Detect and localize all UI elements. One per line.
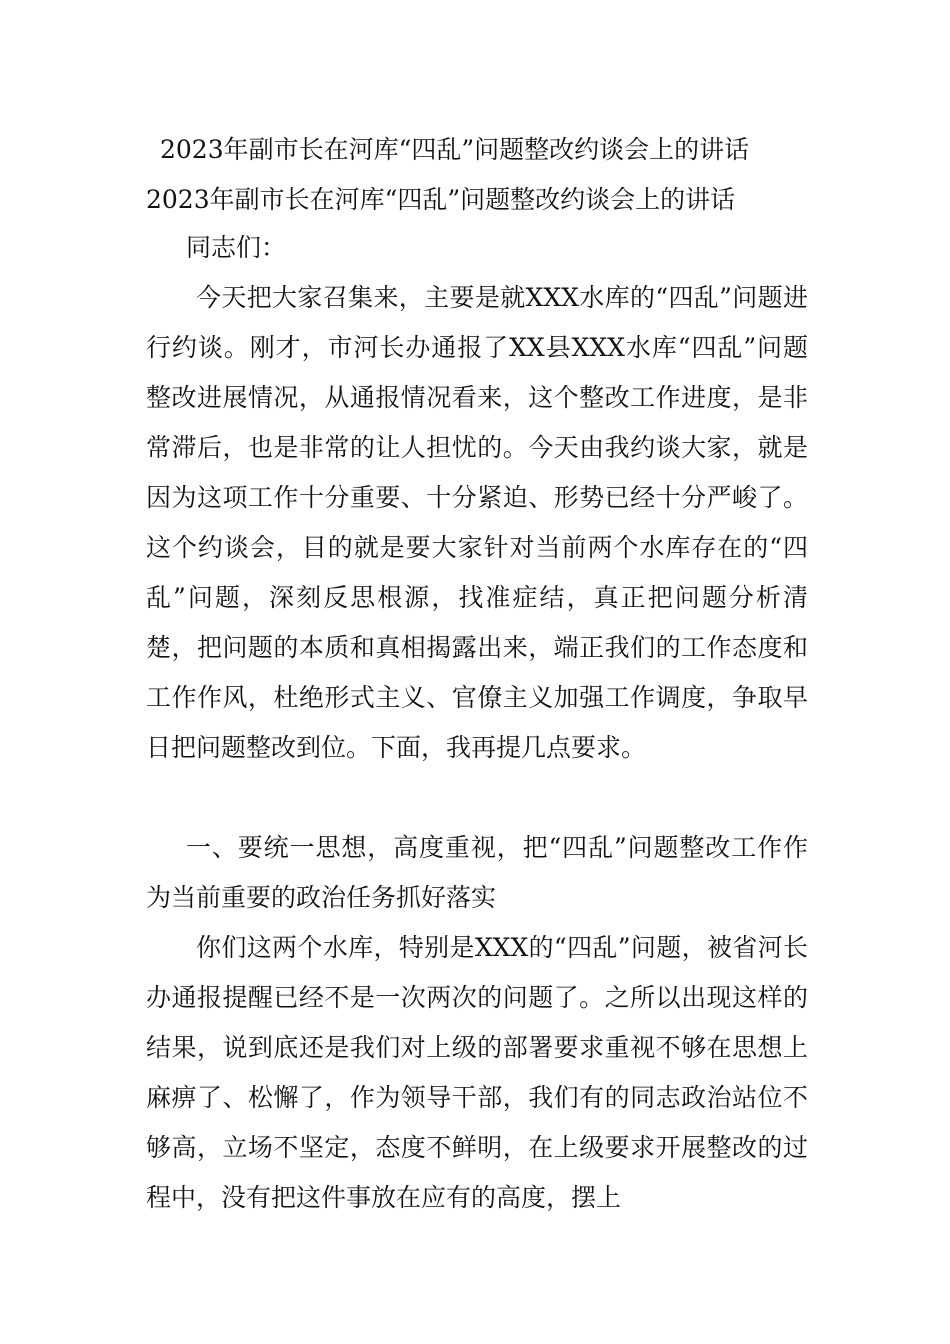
greeting: 同志们： bbox=[186, 233, 287, 262]
document-title-repeat: 2023年副市长在河库“四乱”问题整改约谈会上的讲话 bbox=[146, 185, 736, 214]
document-title: 2023年副市长在河库“四乱”问题整改约谈会上的讲话 bbox=[160, 135, 750, 164]
body-paragraph-1: 今天把大家召集来，主要是就XXX水库的“四乱”问题进行约谈。刚才，市河长办通报了XX县XXX水库“四乱”问题整改进展情况，从通报情况看来，这个整改工作进度，是非常滞后，也是非常的让人担忧的。今天由我约谈大家，就是因为这项工作十分重要、十分紧迫、形势已经十分严峻了。这个约谈会，目的就是要大家针对当前两个水库存在的“四乱”问题，深刻反思根源，找准症结，真正把问题分析清楚，把问题的本质和真相揭露出来，端正我们的工作态度和工作作风，杜绝形式主义、官僚主义加强工作调度，争取早日把问题整改到位。下面，我再提几点要求。 bbox=[146, 283, 808, 762]
body-paragraph-2: 你们这两个水库，特别是XXX的“四乱”问题，被省河长办通报提醒已经不是一次两次的问题了。之所以出现这样的结果，说到底还是我们对上级的部署要求重视不够在思想上麻痹了、松懈了，作为领导干部，我们有的同志政治站位不够高，立场不坚定，态度不鲜明，在上级要求开展整改的过程中，没有把这件事放在应有的高度，摆上 bbox=[146, 933, 808, 1212]
section-heading-1: 一、要统一思想，高度重视，把“四乱”问题整改工作作为当前重要的政治任务抓好落实 bbox=[146, 833, 808, 912]
